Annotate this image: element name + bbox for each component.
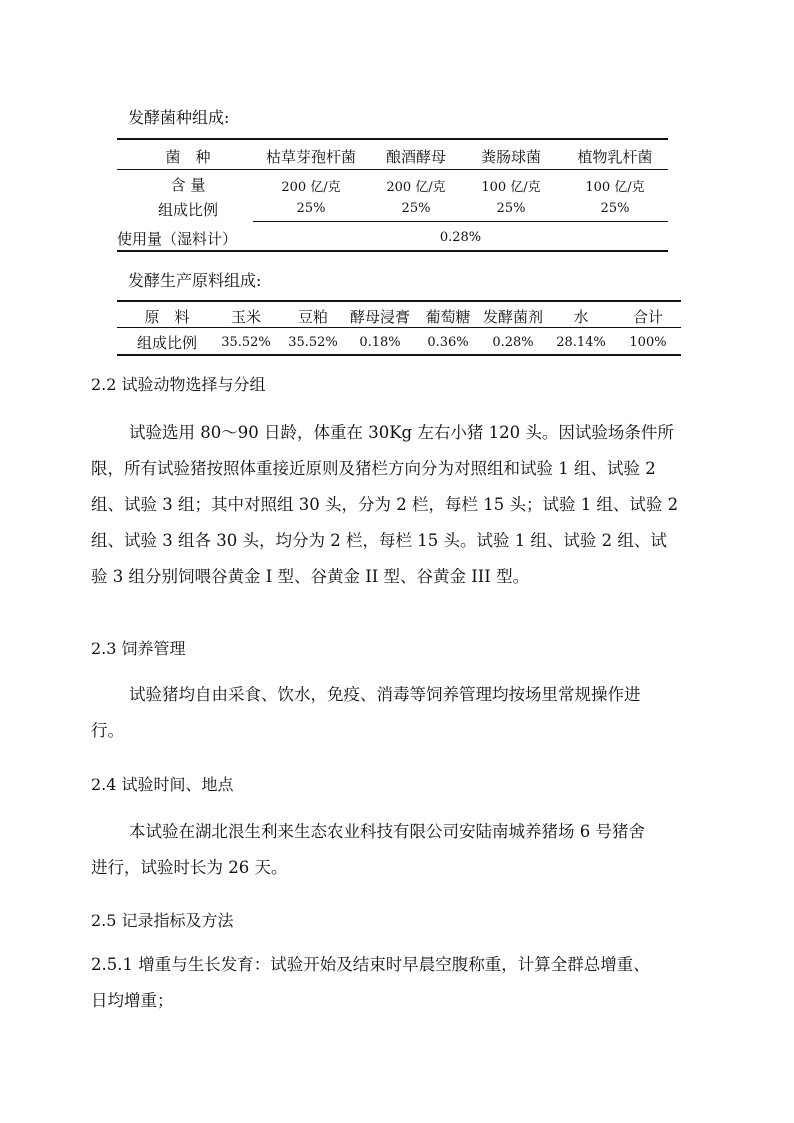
- paragraph-line: 本试验在湖北泿生利来生态农业科技有限公司安陆南城养猪场 6 号猪舍: [129, 822, 645, 841]
- table1-top-rule: [117, 138, 668, 140]
- section-heading-2-3: 2.3 饲养管理: [91, 639, 186, 658]
- table1-header-rule: [117, 169, 668, 170]
- table1-cell: 25%: [296, 201, 326, 216]
- table1-cell: 25%: [600, 201, 630, 216]
- table2-cell: 35.52%: [221, 335, 271, 350]
- paragraph-line: 日均增重；: [91, 991, 174, 1010]
- table1-header-col2: 酿酒酵母: [385, 148, 446, 166]
- section-2-4-paragraph: [91, 814, 711, 886]
- section-2-2-paragraph: [91, 415, 711, 595]
- paragraph-line: 2.5.1 增重与生长发育：试验开始及结束时早晨空腹称重，计算全群总增重、: [91, 955, 650, 974]
- paragraph-line: 试验猪均自由采食、饮水，免疫、消毒等饲养管理均按场里常规操作进: [129, 685, 641, 704]
- section-2-3-paragraph: [91, 677, 711, 749]
- paragraph-line: 限，所有试验猪按照体重接近原则及猪栏方向分为对照组和试验 1 组、试验 2: [91, 459, 656, 478]
- paragraph-line: 组、试验 3 组；其中对照组 30 头，分为 2 栏，每栏 15 头；试验 1 组、试验 2: [91, 495, 679, 514]
- table1-cell: 100 亿/克: [481, 180, 541, 195]
- paragraph-line: 组、试验 3 组各 30 头，均分为 2 栏，每栏 15 头。试验 1 组、试验 2 组、试: [91, 531, 667, 550]
- table1-cell: 25%: [496, 201, 526, 216]
- paragraph-line: 行。: [91, 721, 124, 740]
- table1-usage-rule: [253, 221, 668, 222]
- table2-header-col: 玉米: [230, 308, 261, 326]
- table2-bottom-rule: [117, 354, 681, 356]
- table1-header-col3: 粪肠球菌: [480, 148, 541, 166]
- table2-caption: 发酵生产原料组成:: [128, 271, 262, 290]
- table2-cell: 28.14%: [556, 335, 606, 350]
- table1-usage-value: 0.28%: [439, 230, 482, 245]
- table2-header-rule: [117, 327, 681, 328]
- table2-header-col: 水: [573, 308, 589, 326]
- paragraph-line: 试验选用 80～90 日龄，体重在 30Kg 左右小猪 120 头。因试验场条件所: [129, 423, 674, 442]
- table2-header-col: 豆粕: [297, 308, 328, 326]
- table1-cell: 100 亿/克: [585, 180, 645, 195]
- table2-cell: 0.18%: [359, 335, 401, 350]
- table2-top-rule: [117, 300, 681, 302]
- table2-row-label: 组成比例: [136, 334, 197, 352]
- table1-header-label: 菌 种: [165, 148, 211, 166]
- table2-cell: 0.36%: [427, 335, 469, 350]
- table1-usage-label: 使用量（湿料计）: [117, 230, 238, 248]
- section-2-5-1-paragraph: [91, 947, 711, 1019]
- table1-cell: 200 亿/克: [281, 180, 341, 195]
- table2-header-label: 原 料: [144, 308, 190, 326]
- section-heading-2-2: 2.2 试验动物选择与分组: [91, 375, 266, 394]
- table1-row-content-label: 含 量: [170, 176, 206, 194]
- table2-cell: 0.28%: [492, 335, 534, 350]
- table2-header-col: 葡萄糖: [425, 308, 471, 326]
- table2-cell: 35.52%: [288, 335, 338, 350]
- table1-cell: 25%: [401, 201, 431, 216]
- table1-header-col4: 植物乳杆菌: [577, 148, 653, 166]
- paragraph-line: 验 3 组分别饲喂谷黄金 I 型、谷黄金 II 型、谷黄金 III 型。: [91, 567, 530, 586]
- section-heading-2-5: 2.5 记录指标及方法: [91, 911, 234, 930]
- table2-header-col: 合计: [632, 308, 663, 326]
- table1-caption: 发酵菌种组成:: [128, 108, 230, 127]
- table2-header-col: 发酵菌剂: [482, 308, 543, 326]
- table1-cell: 200 亿/克: [386, 180, 446, 195]
- table1-row-ratio-label: 组成比例: [157, 201, 218, 219]
- table2-cell: 100%: [629, 335, 667, 350]
- table1-bottom-rule: [117, 250, 668, 252]
- table1-header-col1: 枯草芽孢杆菌: [265, 148, 356, 166]
- table2-header-col: 酵母浸膏: [349, 308, 410, 326]
- paragraph-line: 进行，试验时长为 26 天。: [91, 858, 288, 877]
- section-heading-2-4: 2.4 试验时间、地点: [91, 775, 234, 794]
